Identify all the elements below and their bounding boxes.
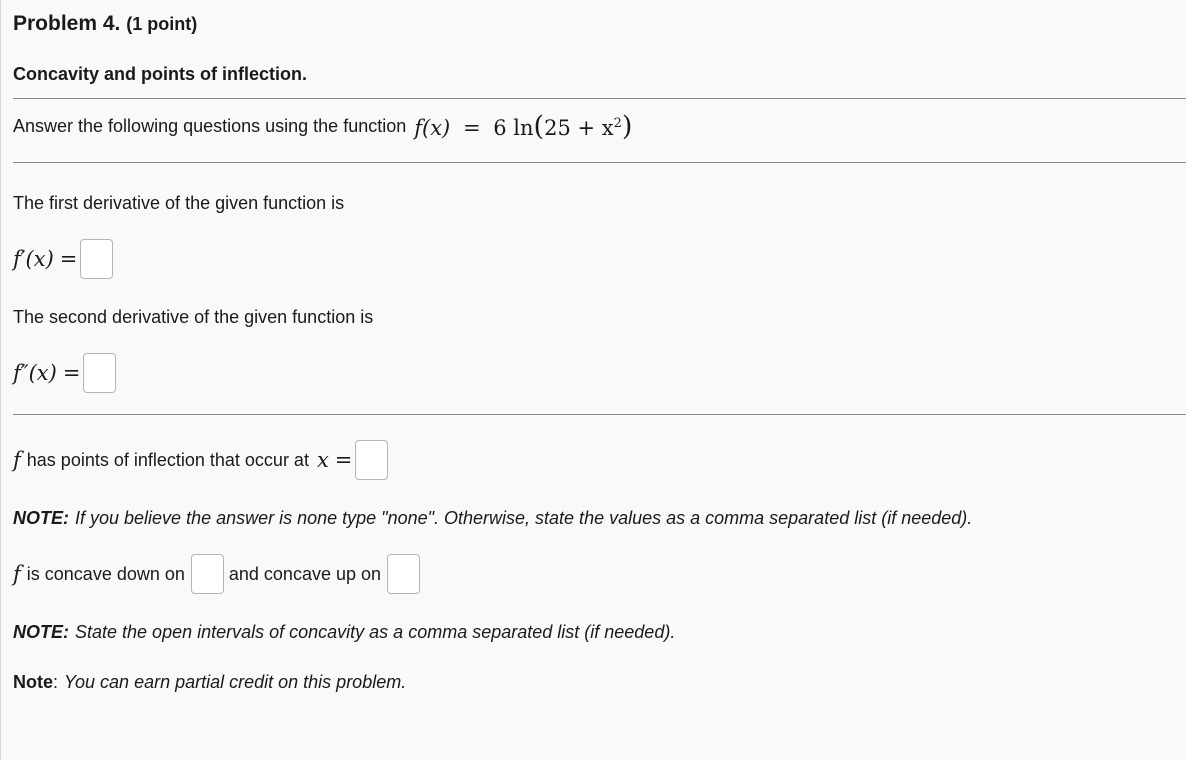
q1-answer-line bbox=[13, 238, 116, 280]
divider bbox=[13, 98, 1186, 99]
note2-label: NOTE: bbox=[13, 621, 69, 642]
q2-lhs: f″(x) bbox=[13, 361, 57, 385]
divider bbox=[13, 414, 1186, 415]
function-rhs-inner: 25 + x bbox=[544, 115, 614, 140]
note3-text: You can earn partial credit on this problem. bbox=[64, 671, 407, 692]
function-lhs: f(x) bbox=[414, 115, 451, 140]
first-derivative-input[interactable] bbox=[80, 239, 113, 279]
q4-f: f bbox=[13, 562, 21, 586]
function-expression bbox=[414, 111, 632, 142]
q3-f: f bbox=[13, 448, 21, 472]
problem-points: (1 point) bbox=[126, 14, 198, 34]
close-paren: ) bbox=[621, 110, 633, 142]
note1-line bbox=[13, 506, 972, 530]
function-exponent: 2 bbox=[613, 115, 622, 131]
q1-prompt-line bbox=[13, 191, 344, 215]
intro-line bbox=[13, 110, 632, 142]
q4-line bbox=[13, 553, 423, 595]
note3-line bbox=[13, 670, 406, 694]
q3-line bbox=[13, 439, 391, 481]
problem-heading bbox=[13, 12, 197, 36]
note1-label: NOTE: bbox=[13, 507, 69, 528]
q1-lhs: f′(x) bbox=[13, 247, 54, 271]
section-title: Concavity and points of inflection. bbox=[13, 64, 308, 84]
q1-equals: = bbox=[59, 247, 78, 271]
function-equals: = bbox=[462, 115, 481, 140]
note3-label: Note bbox=[13, 671, 53, 692]
q1-prompt: The first derivative of the given function is bbox=[13, 192, 345, 213]
problem-title: Problem 4. bbox=[13, 12, 121, 35]
note2-line bbox=[13, 620, 675, 644]
q3-var: x bbox=[316, 448, 329, 472]
divider bbox=[13, 162, 1186, 163]
note3-colon: : bbox=[53, 671, 59, 692]
q2-prompt: The second derivative of the given function is bbox=[13, 306, 374, 327]
q3-equals: = bbox=[334, 448, 353, 472]
inflection-points-input[interactable] bbox=[355, 440, 388, 480]
concave-down-input[interactable] bbox=[191, 554, 224, 594]
function-rhs-prefix: 6 ln bbox=[493, 115, 534, 140]
q2-answer-line bbox=[13, 352, 119, 394]
intro-text: Answer the following questions using the function bbox=[13, 115, 407, 136]
second-derivative-input[interactable] bbox=[83, 353, 116, 393]
note2-text: State the open intervals of concavity as a comma separated list (if needed). bbox=[75, 621, 676, 642]
q2-equals: = bbox=[62, 361, 81, 385]
q4-text-up: and concave up on bbox=[228, 563, 382, 584]
q2-prompt-line bbox=[13, 305, 373, 329]
q4-text-down: is concave down on bbox=[26, 563, 185, 584]
open-paren: ( bbox=[533, 110, 545, 142]
note1-text: If you believe the answer is none type "none". Otherwise, state the values as a comma separated list (if needed). bbox=[75, 507, 973, 528]
concave-up-input[interactable] bbox=[387, 554, 420, 594]
q3-text: has points of inflection that occur at bbox=[26, 449, 309, 470]
